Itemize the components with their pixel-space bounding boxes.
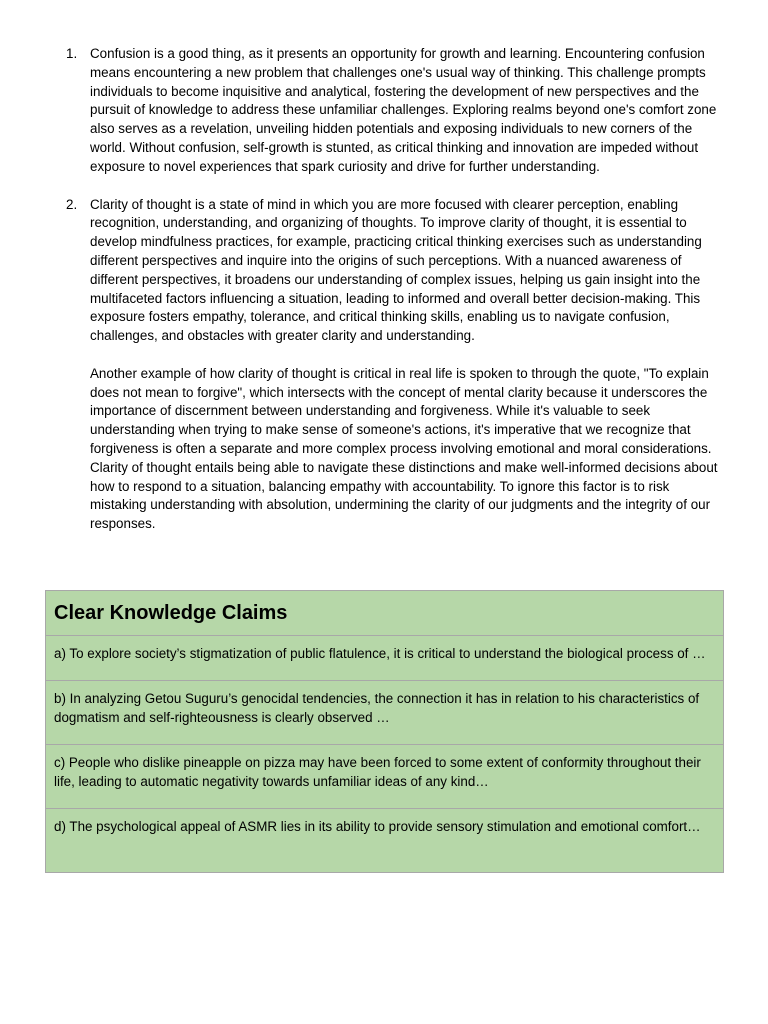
list-item: [66, 45, 726, 177]
table-row: [46, 681, 724, 745]
claim-d: d) The psychological appeal of ASMR lies in its ability to provide sensory stimulation and emotional comfort…: [46, 809, 724, 873]
table-title: Clear Knowledge Claims: [46, 591, 724, 636]
claim-c: c) People who dislike pineapple on pizza may have been forced to some extent of conformity throughout their life, leading to automatic negativity towards unfamiliar ideas of any kind…: [46, 745, 724, 809]
clarity-paragraph: Clarity of thought is a state of mind in which you are more focused with clearer perception, enabling recognition, understanding, and organizing of thoughts. To improve clarity of thought, it is essential to develop mindfulness practices, for example, practicing critical thinking exercises such as understanding different perspectives and inquire into the origins of such perceptions. With a nuanced awareness of different perspectives, it broadens our understanding of complex issues, helping us gain insight into the multifaceted factors influencing a situation, leading to informed and overall better decision-making. This exposure fosters empathy, tolerance, and critical thinking skills, enabling us to navigate confusion, challenges, and obstacles with greater clarity and understanding.: [90, 196, 702, 344]
clarity-example-paragraph: Another example of how clarity of thought is critical in real life is spoken to through the quote, "To explain does not mean to forgive", which intersects with the concept of mental clarity because it underscores the importance of discernment between understanding and forgiveness. While it's valuable to seek understanding when trying to make sense of someone's actions, it's imperative that we recognize that forgiveness is often a separate and more complex process involving emotional and moral considerations. Clarity of thought entails being able to navigate these distinctions and make well-informed decisions about how to respond to a situation, balancing empathy with accountability. To ignore this factor is to risk mistaking understanding with absolution, undermining the clarity of our judgments and the integrity of our responses.: [90, 365, 718, 532]
numbered-list: [66, 45, 726, 553]
claim-b: b) In analyzing Getou Suguru’s genocidal tendencies, the connection it has in relation to his characteristics of dogmatism and self-righteousness is clearly observed …: [46, 681, 724, 745]
table-header-row: [46, 591, 724, 636]
knowledge-claims-table: [45, 590, 724, 873]
confusion-paragraph: Confusion is a good thing, as it presents an opportunity for growth and learning. Encountering confusion means encountering a new problem that challenges one's usual way of thinking. This challenge prompts individuals to become inquisitive and analytical, fostering the development of new perspectives and the pursuit of knowledge to address these unfamiliar challenges. Exploring realms beyond one's comfort zone also serves as a revelation, unveiling hidden potentials and exposing individuals to new corners of the world. Without confusion, self-growth is stunted, as critical thinking and innovation are impeded without exposure to novel experiences that spark curiosity and drive for further understanding.: [90, 46, 717, 174]
list-number: 1.: [66, 46, 78, 61]
list-item: [66, 196, 726, 534]
list-number: 2.: [66, 196, 78, 212]
table-row: [46, 809, 724, 873]
table-row: [46, 636, 724, 681]
table-row: [46, 745, 724, 809]
claim-a: a) To explore society’s stigmatization of public flatulence, it is critical to understand the biological process of …: [46, 636, 724, 681]
